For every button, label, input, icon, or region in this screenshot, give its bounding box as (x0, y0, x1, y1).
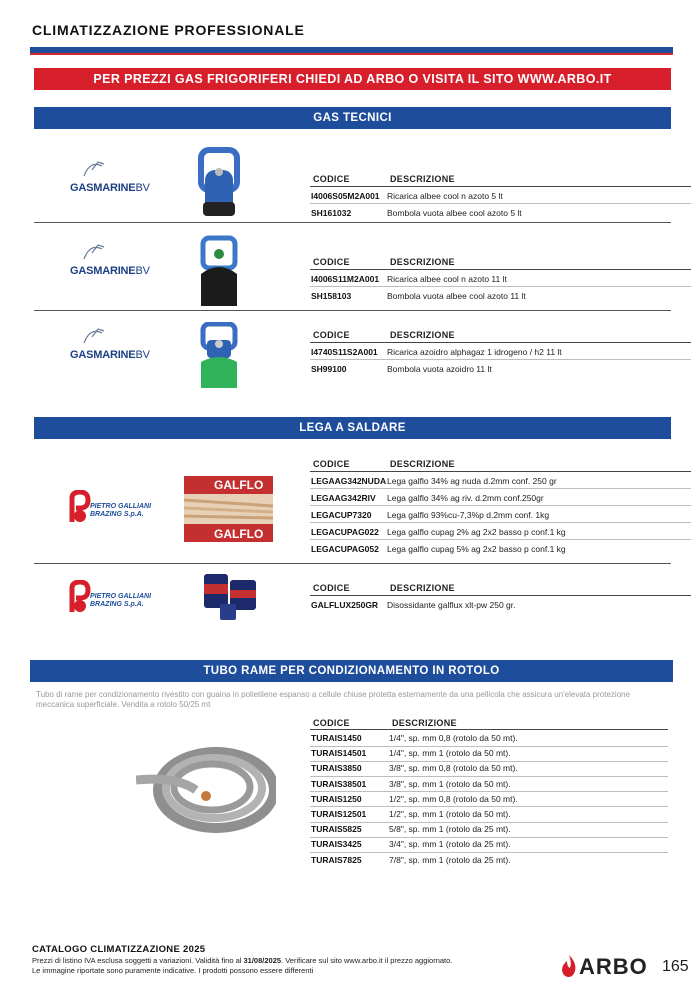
tube-product-description: 1/2", sp. mm 0,8 (rotolo da 50 mt). (389, 793, 518, 804)
section-lega-a-saldare: LEGA A SALDARE (34, 417, 671, 439)
footer-title: CATALOGO CLIMATIZZAZIONE 2025 (32, 944, 206, 955)
azoidro-cylinder-image (197, 322, 241, 388)
col-header-description: DESCRIZIONE (390, 174, 455, 184)
product-description: Lega galflo 93%cu-7,3%p d.2mm conf. 1kg (387, 510, 550, 520)
tube-product-description: 5/8", sp. mm 1 (rotolo da 25 mt). (389, 824, 511, 835)
gasmarine-mark-icon (80, 325, 110, 347)
tube-product-description: 7/8", sp. mm 1 (rotolo da 25 mt). (389, 854, 511, 865)
product-description: Ricarica albee cool n azoto 5 lt (387, 191, 503, 201)
tube-product-code: TURAIS3850 (311, 763, 362, 774)
product-description: Lega galflo cupag 5% ag 2x2 basso p conf.1 kg (387, 544, 566, 554)
col-header-description: DESCRIZIONE (390, 583, 455, 593)
product-code: LEGAAG342RIV (311, 493, 376, 503)
tube-product-description: 3/4", sp. mm 1 (rotolo da 25 mt). (389, 839, 511, 850)
product-code: LEGAAG342NUDA (311, 476, 387, 486)
col-header-description: DESCRIZIONE (390, 330, 455, 340)
product-description: Ricarica azoidro alphagaz 1 idrogeno / h2 11 lt (387, 347, 562, 357)
galliani-mark-icon (68, 580, 92, 616)
tubo-description: Tubo di rame per condizionamento rivestito con guaina in polietilene espanso a cellule chiuse protetta esternamente da una pellicola che assicura un'elevata protezione meccanica superficiale. Vendita a rotolo 50/25 mt (36, 690, 631, 709)
product-code: SH161032 (311, 208, 352, 218)
section-tubo-rame: TUBO RAME PER CONDIZIONAMENTO IN ROTOLO (30, 660, 673, 682)
nitrogen-cylinder-5lt-image (197, 146, 241, 218)
product-code: I4006S11M2A001 (311, 274, 380, 284)
col-header-code: CODICE (313, 583, 350, 593)
tube-product-code: TURAIS14501 (311, 748, 367, 759)
gasmarine-mark-icon (80, 158, 110, 180)
product-code: I4006S05M2A001 (311, 191, 380, 201)
arbo-flame-icon (559, 953, 579, 979)
product-code: SH99100 (311, 364, 347, 374)
product-description: Bombola vuota albee cool azoto 11 lt (387, 291, 526, 301)
product-code: GALFLUX250GR (311, 600, 379, 610)
page-number: 165 (662, 958, 689, 975)
promo-banner: PER PREZZI GAS FRIGORIFERI CHIEDI AD ARBO O VISITA IL SITO WWW.ARBO.IT (34, 68, 671, 90)
tube-product-code: TURAIS12501 (311, 809, 367, 819)
tube-product-description: 1/4", sp. mm 1 (rotolo da 50 mt). (389, 748, 511, 759)
tube-product-description: 1/2", sp. mm 1 (rotolo da 50 mt). (389, 809, 511, 819)
product-code: LEGACUPAG022 (311, 527, 379, 537)
col-header-code: CODICE (313, 257, 350, 267)
col-header-code: CODICE (313, 174, 350, 184)
gasmarine-mark-icon (80, 241, 110, 263)
tube-product-description: 3/8", sp. mm 1 (rotolo da 50 mt). (389, 778, 511, 789)
product-code: LEGACUPAG052 (311, 544, 379, 554)
product-description: Lega galflo 34% ag riv. d.2mm conf.250gr (387, 493, 544, 503)
arbo-logo: ARBO (579, 954, 648, 979)
svg-text:GALFLO: GALFLO (214, 478, 264, 492)
product-code: SH158103 (311, 291, 352, 301)
col-header-description: DESCRIZIONE (390, 459, 455, 469)
galliani-mark-icon (68, 490, 92, 526)
col-header-code: CODICE (313, 718, 350, 728)
tube-product-code: TURAIS1450 (311, 733, 362, 743)
tube-product-code: TURAIS5825 (311, 824, 362, 835)
section-gas-tecnici: GAS TECNICI (34, 107, 671, 129)
col-header-description: DESCRIZIONE (392, 718, 457, 728)
product-code: LEGACUP7320 (311, 510, 372, 520)
tube-product-code: TURAIS38501 (311, 778, 367, 789)
col-header-code: CODICE (313, 330, 350, 340)
product-description: Lega galflo 34% ag nuda d.2mm conf. 250 gr (387, 476, 557, 486)
tube-product-description: 3/8", sp. mm 0,8 (rotolo da 50 mt). (389, 763, 518, 774)
tube-product-code: TURAIS1250 (311, 793, 362, 804)
tube-product-code: TURAIS3425 (311, 839, 362, 850)
product-description: Ricarica albee cool n azoto 11 lt (387, 274, 507, 284)
footer-image-note: Le immagine riportate sono puramente indicative. I prodotti possono essere differenti (32, 966, 314, 975)
col-header-description: DESCRIZIONE (390, 257, 455, 267)
header-rule-accent (30, 53, 673, 55)
product-description: Bombola vuota albee cool azoto 5 lt (387, 208, 522, 218)
galflux-jars-image (200, 570, 260, 622)
tube-product-description: 1/4", sp. mm 0,8 (rotolo da 50 mt). (389, 733, 518, 743)
svg-text:GALFLO: GALFLO (214, 527, 264, 541)
nitrogen-cylinder-11lt-image (197, 234, 241, 306)
tube-product-code: TURAIS7825 (311, 854, 362, 865)
product-description: Lega galflo cupag 2% ag 2x2 basso p conf.1 kg (387, 527, 566, 537)
col-header-code: CODICE (313, 459, 350, 469)
copper-tube-roll-image (136, 740, 276, 840)
product-description: Bombola vuota azoidro 11 lt (387, 364, 492, 374)
product-code: I4740S11S2A001 (311, 347, 378, 357)
galflo-product-image (184, 476, 273, 542)
footer-price-note: Prezzi di listino IVA esclusa soggetti a variazioni. Validità fino al 31/08/2025. Verificare sul sito www.arbo.it il prezzo aggiornato. (32, 956, 453, 965)
product-description: Disossidante galflux xlt-pw 250 gr. (387, 600, 516, 610)
page-title: CLIMATIZZAZIONE PROFESSIONALE (32, 22, 305, 38)
